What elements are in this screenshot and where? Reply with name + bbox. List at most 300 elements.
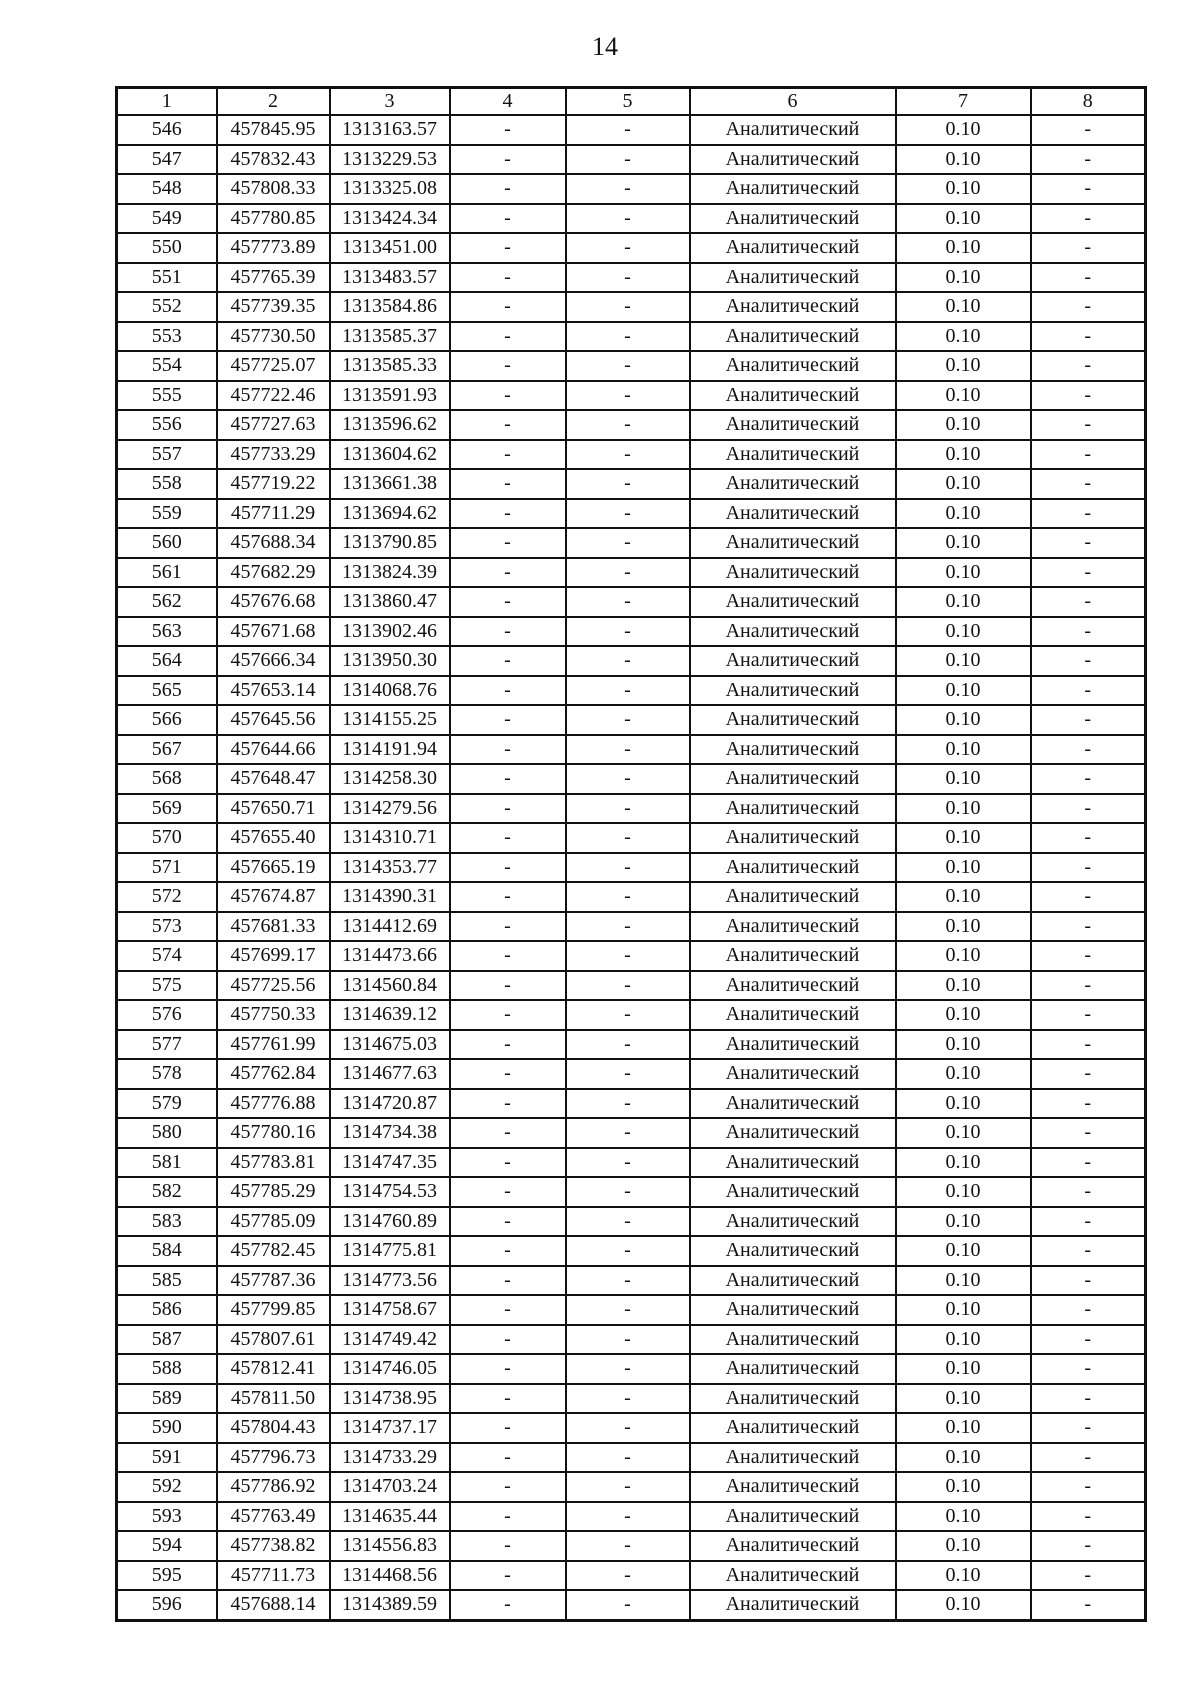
- table-row: [117, 440, 1146, 470]
- table-cell: -: [450, 204, 566, 234]
- table-cell: -: [1031, 528, 1146, 558]
- table-cell: 0.10: [896, 1443, 1031, 1473]
- table-cell: 567: [117, 735, 217, 765]
- table-row: [117, 1561, 1146, 1591]
- table-cell: 457725.07: [217, 351, 330, 381]
- table-cell: 0.10: [896, 1236, 1031, 1266]
- table-cell: 554: [117, 351, 217, 381]
- table-cell: 457782.45: [217, 1236, 330, 1266]
- table-cell: 559: [117, 499, 217, 529]
- table-cell: 1313451.00: [330, 233, 450, 263]
- table-cell: 1313585.37: [330, 322, 450, 352]
- table-cell: -: [450, 1384, 566, 1414]
- table-row: [117, 145, 1146, 175]
- table-cell: -: [566, 115, 690, 145]
- table-cell: 457785.09: [217, 1207, 330, 1237]
- table-cell: 0.10: [896, 1148, 1031, 1178]
- table-cell: 457761.99: [217, 1030, 330, 1060]
- table-cell: -: [1031, 1354, 1146, 1384]
- table-cell: -: [450, 1148, 566, 1178]
- table-cell: 457719.22: [217, 469, 330, 499]
- table-cell: -: [450, 1177, 566, 1207]
- table-cell: -: [450, 1266, 566, 1296]
- table-cell: 1314773.56: [330, 1266, 450, 1296]
- table-row: [117, 941, 1146, 971]
- table-cell: -: [566, 292, 690, 322]
- table-cell: Аналитический: [690, 971, 896, 1001]
- table-cell: -: [1031, 1590, 1146, 1620]
- table-cell: 563: [117, 617, 217, 647]
- header-cell: 6: [690, 88, 896, 116]
- table-cell: 0.10: [896, 1089, 1031, 1119]
- table-cell: 575: [117, 971, 217, 1001]
- table-row: [117, 292, 1146, 322]
- table-cell: 560: [117, 528, 217, 558]
- table-cell: Аналитический: [690, 764, 896, 794]
- table-cell: Аналитический: [690, 912, 896, 942]
- table-cell: -: [566, 1089, 690, 1119]
- table-cell: 0.10: [896, 204, 1031, 234]
- table-cell: -: [450, 794, 566, 824]
- table-cell: 457682.29: [217, 558, 330, 588]
- table-cell: 1314390.31: [330, 882, 450, 912]
- table-cell: -: [450, 1236, 566, 1266]
- table-cell: 587: [117, 1325, 217, 1355]
- table-row: [117, 558, 1146, 588]
- header-cell: 8: [1031, 88, 1146, 116]
- table-cell: -: [450, 1000, 566, 1030]
- table-cell: 589: [117, 1384, 217, 1414]
- table-cell: 588: [117, 1354, 217, 1384]
- table-cell: 1314758.67: [330, 1295, 450, 1325]
- table-cell: Аналитический: [690, 1000, 896, 1030]
- table-cell: Аналитический: [690, 1531, 896, 1561]
- table-cell: 1314738.95: [330, 1384, 450, 1414]
- table-cell: -: [1031, 1384, 1146, 1414]
- page-number: 14: [592, 32, 618, 61]
- table-cell: -: [450, 646, 566, 676]
- table-cell: 0.10: [896, 764, 1031, 794]
- table-cell: -: [566, 794, 690, 824]
- table-cell: -: [450, 912, 566, 942]
- header-cell: 3: [330, 88, 450, 116]
- table-cell: -: [1031, 676, 1146, 706]
- table-row: [117, 351, 1146, 381]
- table-cell: -: [566, 735, 690, 765]
- table-cell: 572: [117, 882, 217, 912]
- table-cell: -: [450, 1443, 566, 1473]
- table-cell: 0.10: [896, 233, 1031, 263]
- table-cell: -: [1031, 853, 1146, 883]
- table-cell: 0.10: [896, 440, 1031, 470]
- table-cell: -: [566, 410, 690, 440]
- table-cell: 568: [117, 764, 217, 794]
- table-cell: 457812.41: [217, 1354, 330, 1384]
- table-cell: -: [566, 823, 690, 853]
- table-cell: Аналитический: [690, 617, 896, 647]
- table-cell: 590: [117, 1413, 217, 1443]
- table-cell: 1313163.57: [330, 115, 450, 145]
- table-cell: 457674.87: [217, 882, 330, 912]
- table-row: [117, 204, 1146, 234]
- table-cell: Аналитический: [690, 705, 896, 735]
- table-cell: 553: [117, 322, 217, 352]
- table-cell: Аналитический: [690, 853, 896, 883]
- table-cell: 0.10: [896, 115, 1031, 145]
- table-cell: Аналитический: [690, 1413, 896, 1443]
- table-cell: 595: [117, 1561, 217, 1591]
- table-cell: -: [450, 941, 566, 971]
- table-cell: -: [450, 174, 566, 204]
- table-cell: -: [1031, 1236, 1146, 1266]
- table-row: [117, 174, 1146, 204]
- table-cell: -: [1031, 1531, 1146, 1561]
- table-cell: 593: [117, 1502, 217, 1532]
- table-cell: -: [566, 322, 690, 352]
- table-cell: Аналитический: [690, 558, 896, 588]
- table-cell: 0.10: [896, 1590, 1031, 1620]
- table-cell: 1313860.47: [330, 587, 450, 617]
- table-cell: Аналитический: [690, 1325, 896, 1355]
- table-cell: 0.10: [896, 1266, 1031, 1296]
- table-cell: 1314068.76: [330, 676, 450, 706]
- table-row: [117, 676, 1146, 706]
- table-cell: 0.10: [896, 528, 1031, 558]
- table-cell: 457730.50: [217, 322, 330, 352]
- table-cell: -: [566, 764, 690, 794]
- table-cell: 457699.17: [217, 941, 330, 971]
- coordinates-table: [115, 86, 1147, 1622]
- table-cell: 0.10: [896, 558, 1031, 588]
- table-row: [117, 115, 1146, 145]
- table-cell: -: [450, 440, 566, 470]
- table-cell: 550: [117, 233, 217, 263]
- table-body: [117, 115, 1146, 1620]
- table-cell: 457811.50: [217, 1384, 330, 1414]
- table-cell: 0.10: [896, 735, 1031, 765]
- table-cell: -: [450, 1118, 566, 1148]
- header-cell: 4: [450, 88, 566, 116]
- table-cell: 0.10: [896, 882, 1031, 912]
- table-cell: Аналитический: [690, 410, 896, 440]
- table-cell: -: [1031, 1561, 1146, 1591]
- table-cell: 571: [117, 853, 217, 883]
- table-cell: 581: [117, 1148, 217, 1178]
- table-cell: -: [566, 1000, 690, 1030]
- table-cell: -: [450, 1295, 566, 1325]
- table-row: [117, 587, 1146, 617]
- table-cell: 457739.35: [217, 292, 330, 322]
- table-cell: -: [1031, 1266, 1146, 1296]
- table-cell: -: [1031, 1295, 1146, 1325]
- table-cell: 457688.34: [217, 528, 330, 558]
- table-cell: 457645.56: [217, 705, 330, 735]
- table-cell: 573: [117, 912, 217, 942]
- table-cell: Аналитический: [690, 1354, 896, 1384]
- table-cell: Аналитический: [690, 381, 896, 411]
- table-cell: 457666.34: [217, 646, 330, 676]
- table-cell: 0.10: [896, 381, 1031, 411]
- table-cell: 594: [117, 1531, 217, 1561]
- table-cell: 457725.56: [217, 971, 330, 1001]
- table-cell: 0.10: [896, 646, 1031, 676]
- table-cell: 457722.46: [217, 381, 330, 411]
- table-cell: -: [566, 1354, 690, 1384]
- table-cell: 1313596.62: [330, 410, 450, 440]
- table-row: [117, 410, 1146, 440]
- header-cell: 1: [117, 88, 217, 116]
- table-cell: 0.10: [896, 499, 1031, 529]
- table-cell: 1314191.94: [330, 735, 450, 765]
- table-cell: 0.10: [896, 1118, 1031, 1148]
- table-row: [117, 853, 1146, 883]
- table-row: [117, 1590, 1146, 1620]
- table-cell: 0.10: [896, 705, 1031, 735]
- table-cell: 1314258.30: [330, 764, 450, 794]
- header-cell: 5: [566, 88, 690, 116]
- table-cell: 569: [117, 794, 217, 824]
- table-cell: Аналитический: [690, 1502, 896, 1532]
- table-cell: -: [1031, 1148, 1146, 1178]
- table-cell: -: [450, 1030, 566, 1060]
- table-cell: 1313424.34: [330, 204, 450, 234]
- table-cell: 555: [117, 381, 217, 411]
- table-cell: 1314310.71: [330, 823, 450, 853]
- table-cell: Аналитический: [690, 351, 896, 381]
- table-cell: Аналитический: [690, 1384, 896, 1414]
- table-cell: Аналитический: [690, 1561, 896, 1591]
- table-cell: -: [1031, 912, 1146, 942]
- table-cell: 1314760.89: [330, 1207, 450, 1237]
- table-cell: -: [450, 1059, 566, 1089]
- table-row: [117, 1030, 1146, 1060]
- table-cell: -: [450, 263, 566, 293]
- table-cell: 1313661.38: [330, 469, 450, 499]
- table-cell: 457796.73: [217, 1443, 330, 1473]
- table-cell: -: [450, 971, 566, 1001]
- table-cell: -: [566, 1030, 690, 1060]
- table-cell: 0.10: [896, 1207, 1031, 1237]
- table-cell: 0.10: [896, 469, 1031, 499]
- table-cell: -: [450, 735, 566, 765]
- header-cell: 2: [217, 88, 330, 116]
- table-cell: 1314749.42: [330, 1325, 450, 1355]
- table-cell: 1314703.24: [330, 1472, 450, 1502]
- table-row: [117, 1502, 1146, 1532]
- table-cell: -: [566, 1266, 690, 1296]
- table-cell: 457665.19: [217, 853, 330, 883]
- table-cell: 1314737.17: [330, 1413, 450, 1443]
- table-row: [117, 1384, 1146, 1414]
- table-cell: Аналитический: [690, 1590, 896, 1620]
- table-cell: 1314279.56: [330, 794, 450, 824]
- table-cell: 457711.29: [217, 499, 330, 529]
- table-cell: -: [450, 499, 566, 529]
- table-row: [117, 735, 1146, 765]
- table-cell: 0.10: [896, 587, 1031, 617]
- table-cell: -: [566, 558, 690, 588]
- table-cell: 548: [117, 174, 217, 204]
- table-row: [117, 1472, 1146, 1502]
- table-cell: 1314473.66: [330, 941, 450, 971]
- table-cell: -: [566, 1177, 690, 1207]
- table-cell: Аналитический: [690, 1118, 896, 1148]
- table-cell: Аналитический: [690, 794, 896, 824]
- table-cell: -: [1031, 381, 1146, 411]
- table-row: [117, 1266, 1146, 1296]
- table-cell: -: [450, 1413, 566, 1443]
- table-cell: -: [566, 587, 690, 617]
- table-cell: 1313584.86: [330, 292, 450, 322]
- table-cell: 1314560.84: [330, 971, 450, 1001]
- table-cell: Аналитический: [690, 646, 896, 676]
- table-cell: -: [566, 1295, 690, 1325]
- table-cell: 0.10: [896, 1384, 1031, 1414]
- table-cell: -: [1031, 1000, 1146, 1030]
- header-cell: 7: [896, 88, 1031, 116]
- table-cell: -: [566, 1531, 690, 1561]
- table-row: [117, 794, 1146, 824]
- table-cell: 1314754.53: [330, 1177, 450, 1207]
- table-cell: -: [450, 1561, 566, 1591]
- table-cell: -: [1031, 351, 1146, 381]
- table-cell: 558: [117, 469, 217, 499]
- table-cell: -: [1031, 233, 1146, 263]
- table-cell: -: [450, 558, 566, 588]
- table-cell: -: [1031, 322, 1146, 352]
- table-cell: 457773.89: [217, 233, 330, 263]
- table-cell: 0.10: [896, 145, 1031, 175]
- table-cell: 1313229.53: [330, 145, 450, 175]
- table-cell: -: [566, 351, 690, 381]
- table-cell: 596: [117, 1590, 217, 1620]
- table-row: [117, 1177, 1146, 1207]
- table-cell: -: [566, 1502, 690, 1532]
- table-cell: 457804.43: [217, 1413, 330, 1443]
- table-cell: -: [566, 1148, 690, 1178]
- table-cell: 562: [117, 587, 217, 617]
- table-cell: 547: [117, 145, 217, 175]
- table-cell: -: [450, 1089, 566, 1119]
- table-cell: -: [566, 1561, 690, 1591]
- table-cell: 457648.47: [217, 764, 330, 794]
- table-cell: 457750.33: [217, 1000, 330, 1030]
- table-row: [117, 1000, 1146, 1030]
- table-cell: -: [1031, 823, 1146, 853]
- table-cell: 1314389.59: [330, 1590, 450, 1620]
- table-cell: -: [1031, 1502, 1146, 1532]
- table-cell: -: [566, 617, 690, 647]
- table-cell: 0.10: [896, 322, 1031, 352]
- table-cell: 1313790.85: [330, 528, 450, 558]
- table-cell: 1314747.35: [330, 1148, 450, 1178]
- table-cell: 457738.82: [217, 1531, 330, 1561]
- table-cell: 1314155.25: [330, 705, 450, 735]
- table-cell: -: [450, 764, 566, 794]
- table-cell: -: [1031, 292, 1146, 322]
- table-cell: 0.10: [896, 1502, 1031, 1532]
- table-cell: 557: [117, 440, 217, 470]
- table-row: [117, 971, 1146, 1001]
- table-cell: 457845.95: [217, 115, 330, 145]
- table-cell: -: [450, 617, 566, 647]
- table-cell: Аналитический: [690, 1177, 896, 1207]
- table-cell: -: [566, 233, 690, 263]
- table-row: [117, 705, 1146, 735]
- table-cell: 457733.29: [217, 440, 330, 470]
- table-cell: Аналитический: [690, 1295, 896, 1325]
- table-cell: 1313591.93: [330, 381, 450, 411]
- table-cell: 0.10: [896, 912, 1031, 942]
- table-row: [117, 263, 1146, 293]
- table-cell: -: [1031, 587, 1146, 617]
- table-cell: -: [450, 381, 566, 411]
- table-cell: -: [1031, 204, 1146, 234]
- table-cell: 1314733.29: [330, 1443, 450, 1473]
- table-cell: -: [1031, 174, 1146, 204]
- table-cell: -: [450, 528, 566, 558]
- table-cell: -: [450, 853, 566, 883]
- table-cell: 457688.14: [217, 1590, 330, 1620]
- table-cell: 0.10: [896, 971, 1031, 1001]
- table-row: [117, 912, 1146, 942]
- table-cell: -: [566, 1325, 690, 1355]
- table-cell: 457676.68: [217, 587, 330, 617]
- table-cell: 457780.85: [217, 204, 330, 234]
- table-cell: -: [566, 1413, 690, 1443]
- table-cell: 1314734.38: [330, 1118, 450, 1148]
- table-cell: Аналитический: [690, 145, 896, 175]
- table-cell: 0.10: [896, 174, 1031, 204]
- table-cell: 0.10: [896, 1059, 1031, 1089]
- table-cell: Аналитический: [690, 233, 896, 263]
- table-cell: 457653.14: [217, 676, 330, 706]
- table-cell: 546: [117, 115, 217, 145]
- table-cell: Аналитический: [690, 499, 896, 529]
- table-cell: 1313902.46: [330, 617, 450, 647]
- table-cell: 457650.71: [217, 794, 330, 824]
- table-cell: 0.10: [896, 1000, 1031, 1030]
- table-cell: -: [566, 1236, 690, 1266]
- table-cell: -: [1031, 263, 1146, 293]
- table-cell: -: [1031, 1413, 1146, 1443]
- table-cell: 0.10: [896, 1531, 1031, 1561]
- table-cell: 457808.33: [217, 174, 330, 204]
- table-cell: Аналитический: [690, 1089, 896, 1119]
- table-row: [117, 1236, 1146, 1266]
- table-cell: Аналитический: [690, 882, 896, 912]
- table-cell: 457727.63: [217, 410, 330, 440]
- table-cell: 0.10: [896, 1177, 1031, 1207]
- table-cell: Аналитический: [690, 941, 896, 971]
- table-cell: -: [566, 145, 690, 175]
- table-cell: Аналитический: [690, 1266, 896, 1296]
- table-cell: 457711.73: [217, 1561, 330, 1591]
- table-row: [117, 1059, 1146, 1089]
- table-cell: -: [566, 1472, 690, 1502]
- table-cell: -: [1031, 1207, 1146, 1237]
- table-cell: 0.10: [896, 1561, 1031, 1591]
- table-row: [117, 499, 1146, 529]
- table-cell: -: [566, 676, 690, 706]
- table-cell: Аналитический: [690, 528, 896, 558]
- table-cell: 457765.39: [217, 263, 330, 293]
- table-cell: -: [1031, 440, 1146, 470]
- table-cell: -: [450, 1590, 566, 1620]
- table-cell: 549: [117, 204, 217, 234]
- table-row: [117, 1089, 1146, 1119]
- table-cell: 0.10: [896, 617, 1031, 647]
